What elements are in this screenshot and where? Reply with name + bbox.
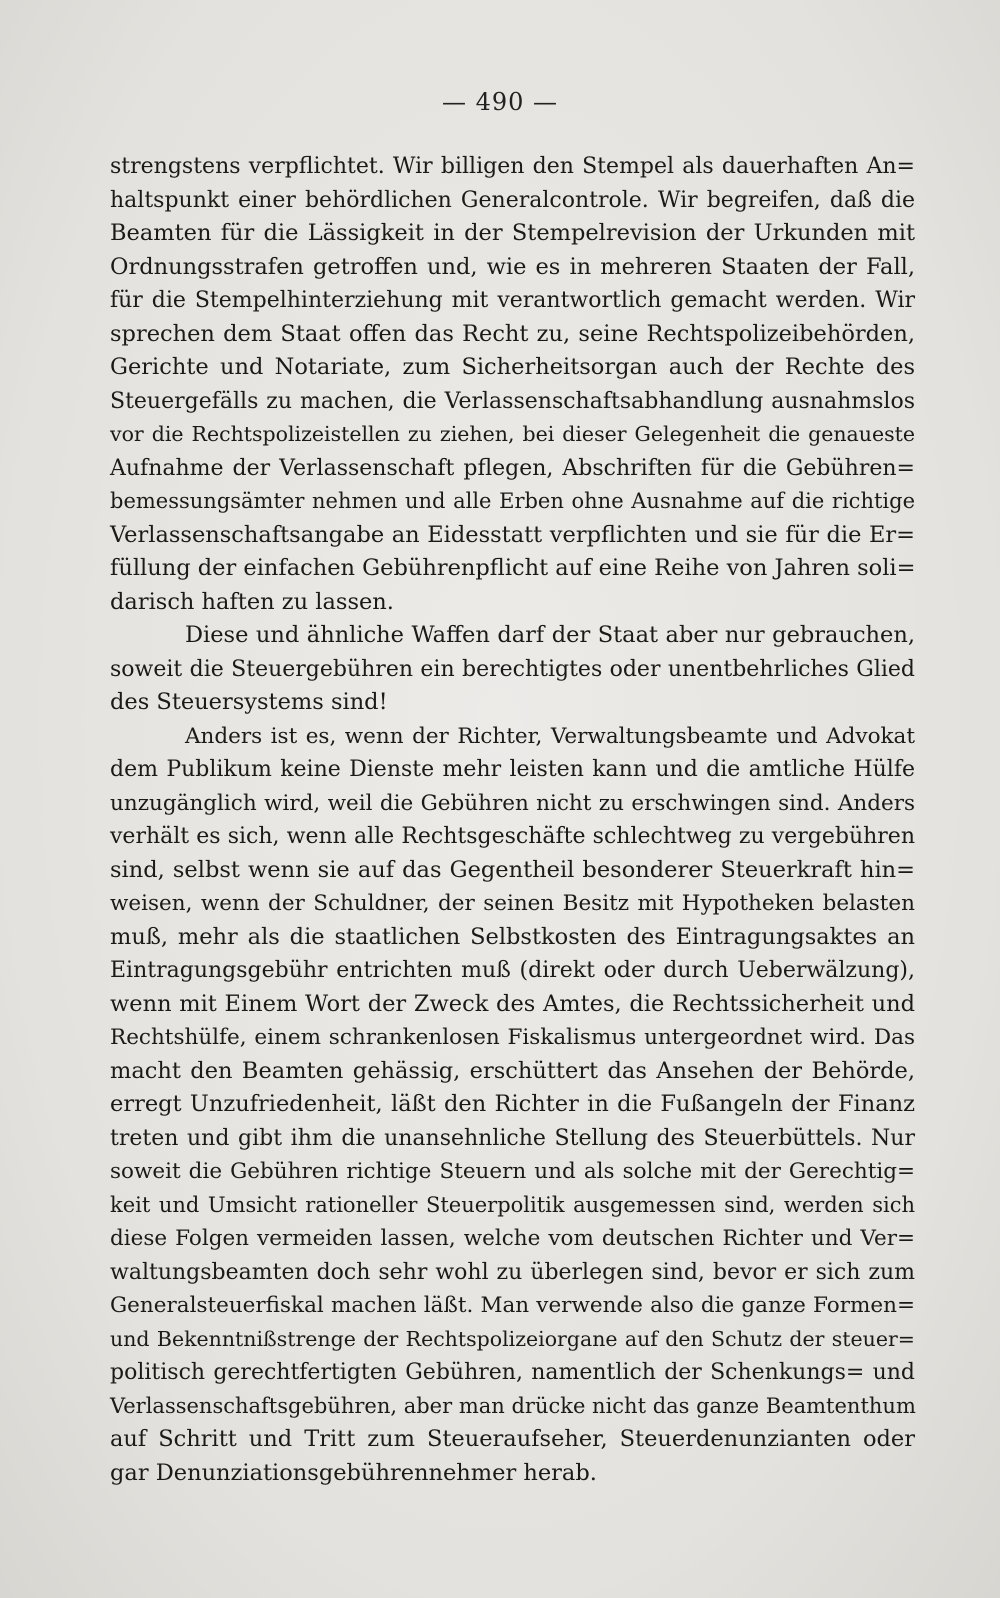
text-line: Beamten für die Lässigkeit in der Stempelrevision der Urkunden mit [110, 220, 915, 246]
text-line: Anders ist es, wenn der Richter, Verwaltungsbeamte und Advokat [185, 723, 915, 749]
text-line: verhält es sich, wenn alle Rechtsgeschäfte schlechtweg zu vergebühren [110, 824, 915, 849]
text-line: Eintragungsgebühr entrichten muß (direkt oder durch Ueberwälzung), [110, 958, 915, 983]
text-line: politisch gerechtfertigten Gebühren, namentlich der Schenkungs= und [110, 1360, 915, 1385]
text-line: sprechen dem Staat offen das Recht zu, seine Rechtspolizeibehörden, [110, 320, 915, 347]
text-line: gar Denunziationsgebührennehmer herab. [110, 1459, 597, 1486]
text-line: darisch haften zu lassen. [110, 588, 394, 615]
text-line: Gerichte und Notariate, zum Sicherheitsorgan auch der Rechte des [110, 354, 915, 380]
text-line: waltungsbeamten doch sehr wohl zu überlegen sind, bevor er sich zum [110, 1259, 915, 1285]
text-line: Generalsteuerfiskal machen läßt. Man verwende also die ganze Formen= [110, 1293, 915, 1318]
text-line: Verlassenschaftsangabe an Eidesstatt verpflichten und sie für die Er= [110, 521, 915, 548]
text-line: sind, selbst wenn sie auf das Gegentheil besonderer Steuerkraft hin= [110, 856, 915, 883]
page-number: — 490 — [441, 88, 559, 116]
text-line: für die Stempelhinterziehung mit verantwortlich gemacht werden. Wir [110, 288, 915, 313]
text-line: dem Publikum keine Dienste mehr leisten kann und die amtliche Hülfe [110, 757, 915, 782]
text-line: unzugänglich wird, weil die Gebühren nicht zu erschwingen sind. Anders [110, 790, 915, 816]
text-line: wenn mit Einem Wort der Zweck des Amtes, die Rechtssicherheit und [110, 990, 915, 1017]
text-line: soweit die Gebühren richtige Steuern und als solche mit der Gerechtig= [110, 1159, 915, 1184]
text-line: und Bekenntnißstrenge der Rechtspolizeiorgane auf den Schutz der steuer= [110, 1326, 915, 1351]
body-text [110, 150, 915, 1490]
text-line: Aufnahme der Verlassenschaft pflegen, Abschriften für die Gebühren= [110, 455, 915, 481]
text-line: haltspunkt einer behördlichen Generalcontrole. Wir begreifen, daß die [110, 187, 915, 213]
text-line: keit und Umsicht rationeller Steuerpolitik ausgemessen sind, werden sich [110, 1192, 915, 1217]
text-line: Rechtshülfe, einem schrankenlosen Fiskalismus untergeordnet wird. Das [110, 1025, 915, 1050]
text-line: bemessungsämter nehmen und alle Erben ohne Ausnahme auf die richtige [110, 489, 915, 513]
text-line: erregt Unzufriedenheit, läßt den Richter in die Fußangeln der Finanz [110, 1091, 915, 1117]
text-line: treten und gibt ihm die unansehnliche Stellung des Steuerbüttels. Nur [110, 1125, 915, 1151]
text-line: soweit die Steuergebühren ein berechtigtes oder unentbehrliches Glied [110, 656, 915, 682]
text-line: auf Schritt und Tritt zum Steueraufseher, Steuerdenunzianten oder [110, 1426, 915, 1452]
text-line: diese Folgen vermeiden lassen, welche vom deutschen Richter und Ver= [110, 1226, 915, 1251]
text-line: Verlassenschaftsgebühren, aber man drücke nicht das ganze Beamtenthum [110, 1393, 916, 1418]
text-line: macht den Beamten gehässig, erschüttert das Ansehen der Behörde, [110, 1057, 915, 1084]
text-line: vor die Rechtspolizeistellen zu ziehen, bei dieser Gelegenheit die genaueste [110, 422, 915, 446]
text-line: muß, mehr als die staatlichen Selbstkosten des Eintragungsaktes an [110, 923, 915, 950]
text-line: Steuergefälls zu machen, die Verlassenschaftsabhandlung ausnahmslos [110, 388, 915, 414]
text-line: strengstens verpflichtet. Wir billigen den Stempel als dauerhaften An= [110, 154, 915, 179]
text-line: weisen, wenn der Schuldner, der seinen Besitz mit Hypotheken belasten [110, 891, 915, 916]
text-line: füllung der einfachen Gebührenpflicht auf eine Reihe von Jahren soli= [110, 555, 916, 581]
text-line: Ordnungsstrafen getroffen und, wie es in mehreren Staaten der Fall, [110, 253, 915, 280]
text-line: des Steuersystems sind! [110, 689, 388, 715]
text-line: Diese und ähnliche Waffen darf der Staat aber nur gebrauchen, [185, 622, 915, 648]
